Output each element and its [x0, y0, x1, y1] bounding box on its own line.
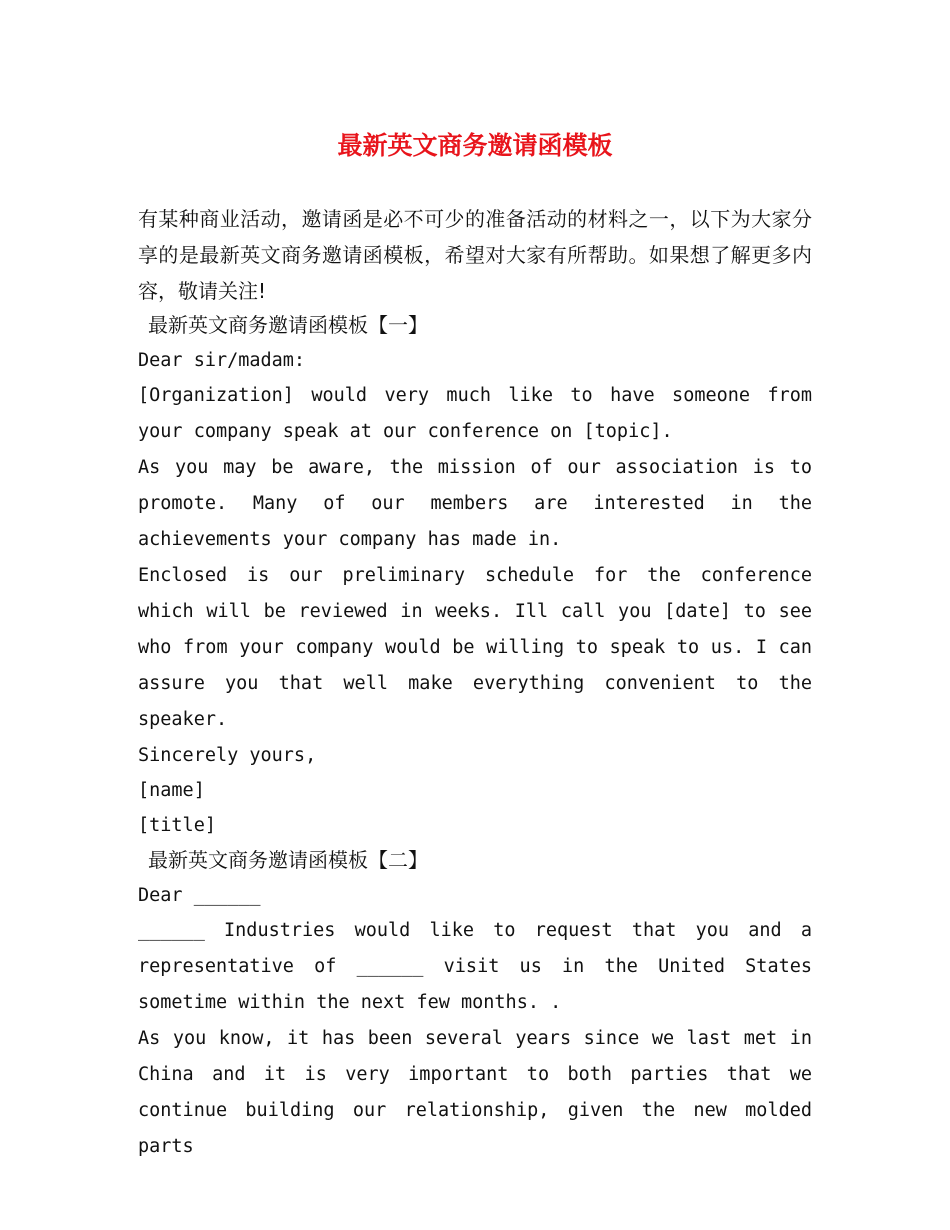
letter1-paragraph-3: Enclosed is our preliminary schedule for the conference which will be reviewed in weeks. Ill call you [date] to see who from your company would be willing to speak to us. I can assure you that well make everything convenient to the speaker.: [138, 565, 812, 730]
letter2-paragraph-1: ______ Industries would like to request that you and a representative of ______ visit us in the United States sometime within the next few months. .: [138, 920, 812, 1013]
document-title: 最新英文商务邀请函模板: [337, 131, 613, 160]
signature-name: [name]: [138, 780, 205, 801]
section-heading-2: 最新英文商务邀请函模板【二】: [148, 848, 428, 872]
letter1-paragraph-1: [Organization] would very much like to have someone from your company speak at our conference on [topic].: [138, 385, 812, 442]
closing-line: Sincerely yours,: [138, 745, 317, 766]
letter2-paragraph-2: As you know, it has been several years since we last met in China and it is very important to both parties that we continue building our relationship, given the new molded parts: [138, 1028, 812, 1157]
intro-paragraph: 有某种商业活动，邀请函是必不可少的准备活动的材料之一，以下为大家分享的是最新英文商务邀请函模板，希望对大家有所帮助。如果想了解更多内容，敬请关注!: [138, 207, 812, 303]
document-body: [138, 308, 812, 1165]
letter1-paragraph-2: As you may be aware, the mission of our association is to promote. Many of our members are interested in the achievements your company has made in.: [138, 457, 812, 550]
section-heading-1: 最新英文商务邀请函模板【一】: [148, 313, 428, 337]
salutation-1: Dear sir/madam:: [138, 350, 306, 371]
salutation-2: Dear ______: [138, 885, 261, 906]
signature-title: [title]: [138, 815, 216, 836]
